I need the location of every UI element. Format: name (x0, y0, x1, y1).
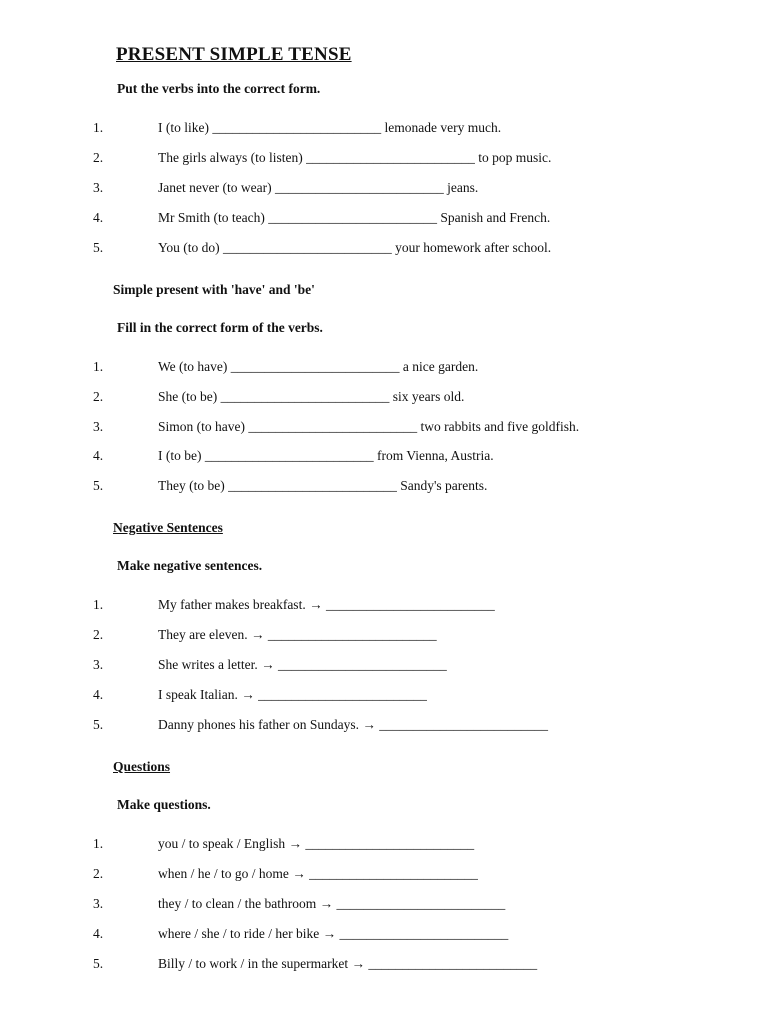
item-prompt: My father makes breakfast. → (158, 597, 323, 612)
answer-blank[interactable]: _________________________ (336, 896, 506, 911)
item-prompt: when / he / to go / home → (158, 866, 306, 881)
answer-blank[interactable]: _________________________ (212, 120, 382, 135)
answer-blank[interactable]: _________________________ (268, 210, 437, 225)
answer-blank[interactable]: _________________________ (339, 926, 509, 941)
answer-blank[interactable]: _________________________ (228, 478, 397, 493)
item-prompt: Billy / to work / in the supermarket → (158, 956, 365, 971)
exercise-item[interactable] (0, 834, 768, 854)
section1-instruction: Put the verbs into the correct form. (117, 81, 321, 96)
item-number: 2. (93, 150, 104, 165)
item-prompt: You (to do) (158, 240, 220, 255)
item-number: 2. (93, 389, 104, 404)
exercise-item[interactable] (0, 178, 768, 198)
answer-blank[interactable]: _________________________ (305, 836, 475, 851)
item-number: 4. (93, 210, 104, 225)
item-prompt: She writes a letter. → (158, 657, 275, 672)
item-number: 2. (93, 627, 104, 642)
item-number: 4. (93, 926, 104, 941)
item-suffix: Spanish and French. (440, 210, 551, 225)
item-prompt: Danny phones his father on Sundays. → (158, 717, 376, 732)
answer-blank[interactable]: _________________________ (230, 359, 400, 374)
answer-blank[interactable]: _________________________ (220, 389, 390, 404)
item-number: 2. (93, 866, 104, 881)
item-suffix: six years old. (392, 389, 465, 404)
answer-blank[interactable]: _________________________ (258, 687, 427, 702)
exercise-item[interactable] (0, 715, 768, 735)
answer-blank[interactable]: _________________________ (309, 866, 478, 881)
item-prompt: you / to speak / English → (158, 836, 302, 851)
section4-heading: Questions (113, 759, 171, 774)
item-prompt: She (to be) (158, 389, 218, 404)
item-prompt: I (to be) (158, 448, 202, 463)
item-number: 3. (93, 657, 104, 672)
item-suffix: from Vienna, Austria. (376, 448, 494, 463)
item-number: 4. (93, 687, 104, 702)
item-suffix: two rabbits and five goldfish. (420, 419, 580, 434)
item-number: 1. (93, 836, 104, 851)
exercise-item[interactable] (0, 148, 768, 168)
section3-heading: Negative Sentences (113, 520, 223, 535)
item-number: 1. (93, 597, 104, 612)
answer-blank[interactable]: _________________________ (267, 627, 437, 642)
item-number: 3. (93, 896, 104, 911)
exercise-item[interactable] (0, 387, 768, 407)
item-prompt: They (to be) (158, 478, 225, 493)
exercise-item[interactable] (0, 894, 768, 914)
answer-blank[interactable]: _________________________ (204, 448, 374, 463)
exercise-item[interactable] (0, 208, 768, 228)
exercise-item[interactable] (0, 625, 768, 645)
item-suffix: to pop music. (478, 150, 552, 165)
item-number: 1. (93, 359, 104, 374)
item-suffix: Sandy's parents. (400, 478, 488, 493)
item-prompt: I speak Italian. → (158, 687, 255, 702)
item-prompt: They are eleven. → (158, 627, 265, 642)
item-number: 5. (93, 240, 104, 255)
exercise-item[interactable] (0, 595, 768, 615)
item-prompt: Mr Smith (to teach) (158, 210, 265, 225)
answer-blank[interactable]: _________________________ (306, 150, 475, 165)
exercise-item[interactable] (0, 954, 768, 974)
item-prompt: The girls always (to listen) (158, 150, 303, 165)
item-number: 5. (93, 478, 104, 493)
answer-blank[interactable]: _________________________ (248, 419, 418, 434)
item-prompt: Janet never (to wear) (158, 180, 272, 195)
answer-blank[interactable]: _________________________ (379, 717, 548, 732)
exercise-item[interactable] (0, 924, 768, 944)
item-prompt: We (to have) (158, 359, 228, 374)
exercise-item[interactable] (0, 446, 768, 466)
section2-instruction: Fill in the correct form of the verbs. (117, 320, 323, 335)
item-prompt: Simon (to have) (158, 419, 245, 434)
exercise-item[interactable] (0, 655, 768, 675)
page-title: PRESENT SIMPLE TENSE (116, 44, 352, 65)
exercise-item[interactable] (0, 476, 768, 496)
answer-blank[interactable]: _________________________ (274, 180, 444, 195)
section2-heading: Simple present with 'have' and 'be' (113, 282, 315, 297)
answer-blank[interactable]: _________________________ (325, 597, 495, 612)
answer-blank[interactable]: _________________________ (277, 657, 447, 672)
exercise-item[interactable] (0, 685, 768, 705)
exercise-item[interactable] (0, 864, 768, 884)
item-suffix: lemonade very much. (384, 120, 502, 135)
item-prompt: where / she / to ride / her bike → (158, 926, 337, 941)
item-suffix: a nice garden. (402, 359, 479, 374)
item-number: 5. (93, 717, 104, 732)
item-number: 4. (93, 448, 104, 463)
item-number: 1. (93, 120, 104, 135)
answer-blank[interactable]: _________________________ (368, 956, 538, 971)
item-prompt: I (to like) (158, 120, 209, 135)
item-suffix: jeans. (447, 180, 479, 195)
answer-blank[interactable]: _________________________ (223, 240, 392, 255)
exercise-item[interactable] (0, 417, 768, 437)
item-suffix: your homework after school. (395, 240, 552, 255)
exercise-item[interactable] (0, 118, 768, 138)
exercise-item[interactable] (0, 238, 768, 258)
item-prompt: they / to clean / the bathroom → (158, 896, 334, 911)
section3-instruction: Make negative sentences. (117, 558, 263, 573)
item-number: 5. (93, 956, 104, 971)
item-number: 3. (93, 419, 104, 434)
section4-instruction: Make questions. (117, 797, 211, 812)
item-number: 3. (93, 180, 104, 195)
exercise-item[interactable] (0, 357, 768, 377)
